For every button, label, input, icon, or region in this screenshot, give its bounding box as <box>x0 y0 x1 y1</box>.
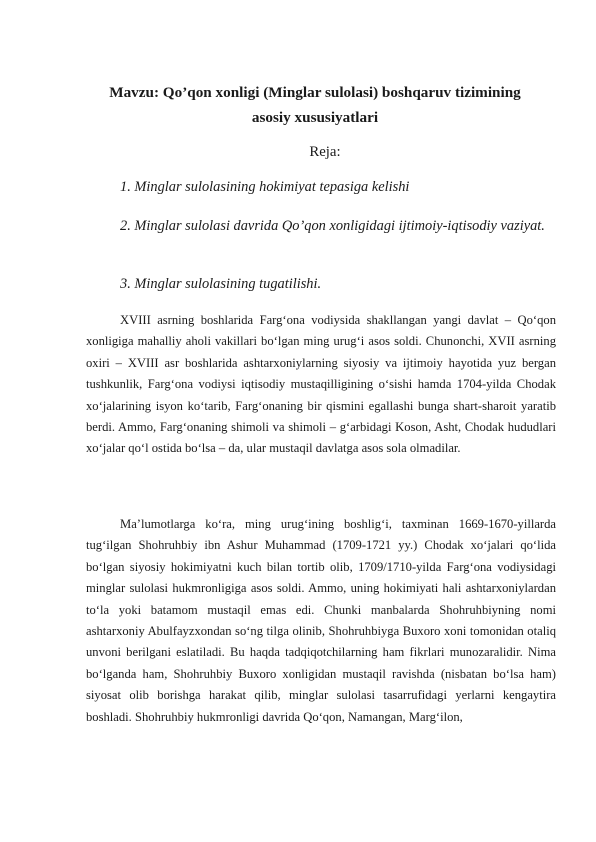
document-title <box>80 80 550 130</box>
body-paragraph-1: XVIII asrning boshlarida Farg‘ona vodiysida shakllangan yangi davlat – Qo‘qon xonligiga mahalliy aholi vakillari bo‘lgan ming urug‘i asos soldi. Chunonchi, XVII asrning oxiri – XVIII asr boshlarida ashtarxoniylarning siyosiy va ijtimoiy hayotida yuz bergan tushkunlik, Farg‘ona vodiysi iqtisodiy mustaqilligining o‘sishi hamda 1704-yilda Chodak xo‘jalarining isyon ko‘tarib, Farg‘onaning bir qismini egallashi bunga shart-sharoit yaratib berdi. Ammo, Farg‘onaning shimoli va shimoli – g‘arbidagi Koson, Asht, Chodak hududlari xo‘jalar qo‘l ostida bo‘lsa – da, ular mustaqil davlatga asos sola olmadilar. <box>86 313 556 456</box>
plan-item-2: 2. Minglar sulolasi davrida Qo’qon xonligidagi ijtimoiy-iqtisodiy vaziyat. <box>120 218 545 234</box>
plan-item-1: 1. Minglar sulolasining hokimiyat tepasiga kelishi <box>120 179 410 195</box>
body-paragraph-2: Ma’lumotlarga ko‘ra, ming urug‘ining boshlig‘i, taxminan 1669-1670-yillarda tug‘ilgan Shohruhbiy ibn Ashur Muhammad (1709-1721 yy.) Chodak xo‘jalari qo‘lida bo‘lgan siyosiy hokimiyatni kuch bilan tortib olib, 1709/1710-yilda Farg‘ona vodiysidagi minglar sulolasi hukmronligiga asos soldi. Ammo, uning hokimiyati hali ashtarxoniylardan to‘la yoki batamom mustaqil emas edi. Chunki manbalarda Shohruhbiyning nomi ashtarxoniy Abulfayzxondan so‘ng tilga olinib, Shohruhbiyga Buxoro xoni tomonidan otaliq unvoni berilgani eslatiladi. Bu haqda tadqiqotchilarning ham fikrlari munozaralidir. Nima bo‘lganda ham, Shohruhbiy Buxoro xonligidan mustaqil ravishda (nisbatan bo‘lsa ham) siyosat olib borishga harakat qilib, minglar sulolasi tasarrufidagi yerlarni kengaytira boshladi. Shohruhbiy hukmronligi davrida Qo‘qon, Namangan, Marg‘ilon, <box>86 517 556 724</box>
plan-item-3: 3. Minglar sulolasining tugatilishi. <box>120 276 322 292</box>
plan-heading: Reja: <box>309 144 341 160</box>
title-line-1: Mavzu: Qo’qon xonligi (Minglar sulolasi) boshqaruv tizimining <box>109 84 521 101</box>
title-line-2: asosiy xususiyatlari <box>251 109 379 126</box>
